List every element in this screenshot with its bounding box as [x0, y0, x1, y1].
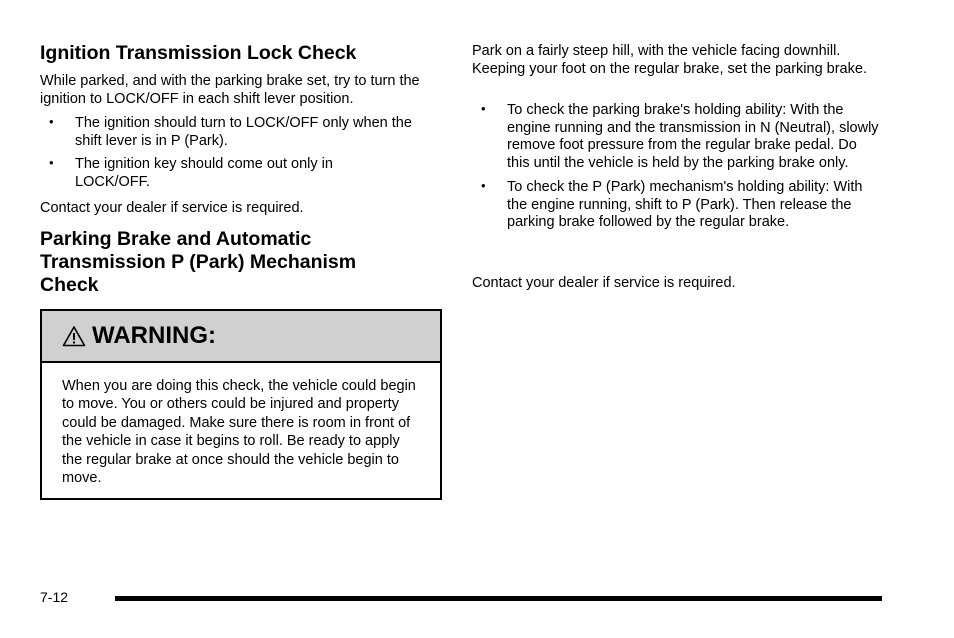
list-item-text: The ignition should turn to LOCK/OFF only when the shift lever is in P (Park).	[75, 115, 412, 149]
bullet-icon: •	[481, 101, 486, 116]
list-item	[40, 115, 440, 150]
warning-title: WARNING:	[92, 322, 216, 349]
ignition-bullet-list	[40, 115, 440, 192]
list-item-text: To check the P (Park) mechanism's holding ability: With the engine running, shift to P (Park). Then release the parking brake followed by the regular brake.	[507, 178, 863, 231]
paragraph-ignition-instructions: While parked, and with the parking brake set, try to turn the ignition to LOCK/OFF in each shift lever position.	[40, 73, 420, 107]
footer-rule	[115, 596, 882, 601]
parking-check-bullet-list	[472, 102, 882, 232]
bullet-icon: •	[481, 177, 486, 193]
list-item	[472, 179, 882, 232]
warning-header	[42, 311, 440, 363]
list-item-text: The ignition key should come out only in LOCK/OFF.	[75, 156, 333, 191]
list-item-text: To check the parking brake's holding ability: With the engine running and the transmission in N (Neutral), slowly remove foot pressure from the regular brake pedal. Do this until the vehicle is held by the parking brake only.	[507, 102, 879, 172]
warning-text: When you are doing this check, the vehicle could begin to move. You or others could be injured and property could be damaged. Make sure there is room in front of the vehicle in case it begins to roll. Be ready to apply the regular brake at once should the vehicle begin to move.	[62, 378, 416, 487]
warning-body	[42, 363, 440, 487]
bullet-icon: •	[49, 114, 54, 129]
list-item	[40, 156, 440, 191]
bullet-icon: •	[49, 155, 54, 171]
heading-parking-brake-check: Parking Brake and Automatic Transmission P (Park) Mechanism Check	[40, 228, 357, 296]
paragraph-contact-dealer: Contact your dealer if service is required.	[40, 200, 304, 216]
page-number: 7-12	[40, 589, 69, 605]
list-item	[472, 102, 882, 173]
paragraph-contact-dealer-right: Contact your dealer if service is required.	[472, 275, 736, 291]
heading-ignition-lock-check: Ignition Transmission Lock Check	[40, 42, 357, 64]
warning-triangle-icon	[62, 325, 86, 347]
paragraph-park-on-hill: Park on a fairly steep hill, with the vehicle facing downhill. Keeping your foot on the regular brake, set the parking brake.	[472, 43, 867, 77]
warning-box	[40, 309, 442, 500]
